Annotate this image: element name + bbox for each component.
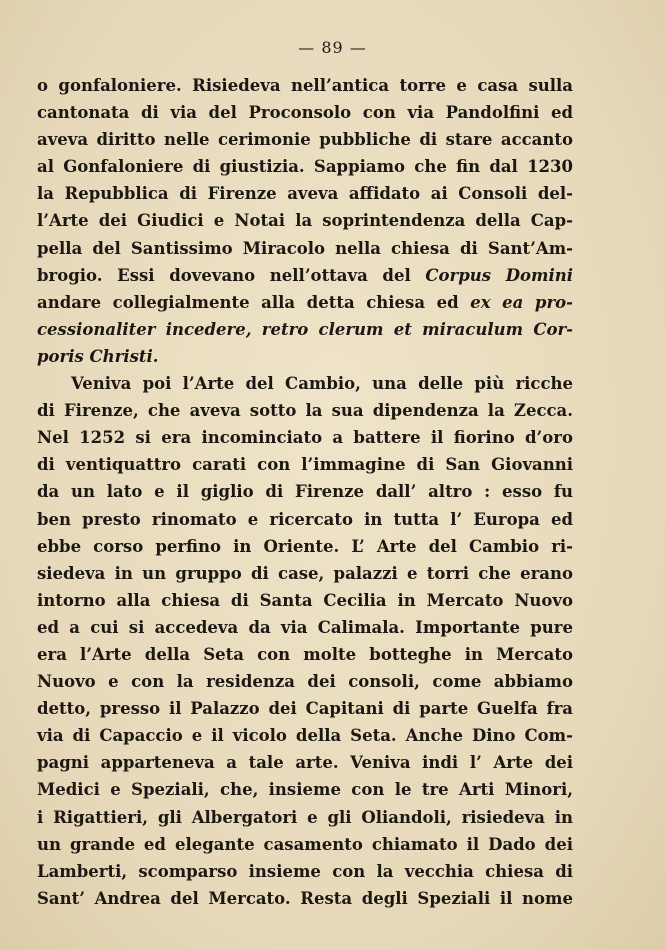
body-text [37,72,573,912]
page-number: — 89 — [298,38,367,57]
text-line [37,289,573,316]
text-line: o gonfaloniere. Risiedeva nell’antica torre e casa sulla [37,76,573,95]
italic-phrase: ex ea pro- [470,292,573,312]
text-line: era l’Arte della Seta con molte botteghe in Mercato [37,644,573,664]
text-line: da un lato e il giglio di Firenze dall’ altro : esso fu [37,482,573,502]
text-line: pella del Santissimo Miracolo nella chiesa di Sant’Am- [37,238,573,258]
text-line: siedeva in un gruppo di case, palazzi e torri che erano [37,563,573,583]
text-line: pagni apparteneva a tale arte. Veniva indi l’ Arte dei [37,753,573,773]
paragraph-end-line: poris Christi. [37,346,159,366]
text-line: di ventiquattro carati con l’immagine di San Giovanni [37,455,573,475]
text-line: i Rigattieri, gli Albergatori e gli Oliandoli, risiedeva in [37,807,573,827]
text-line: cantonata di via del Proconsolo con via Pandolfini ed [37,103,573,123]
text-line: Nuovo e con la residenza dei consoli, come abbiamo [37,672,573,692]
text-line [37,262,573,289]
text-segment: brogio. Essi dovevano nell’ottava del [37,265,411,285]
text-line: intorno alla chiesa di Santa Cecilia in Mercato Nuovo [37,590,573,610]
text-line: detto, presso il Palazzo dei Capitani di parte Guelfa fra [37,699,573,719]
text-segment: andare collegialmente alla detta chiesa ed [37,292,459,312]
text-line: l’Arte dei Giudici e Notai la soprintendenza della Cap- [37,211,573,231]
text-line: di Firenze, che aveva sotto la sua dipendenza la Zecca. [37,401,573,421]
text-line: Medici e Speziali, che, insieme con le tre Arti Minori, [37,780,573,800]
paragraph-start-line: Veniva poi l’Arte del Cambio, una delle più ricche [71,374,573,394]
text-line: la Repubblica di Firenze aveva affidato ai Consoli del- [37,184,573,204]
text-line: cessionaliter incedere, retro clerum et miraculum Cor- [37,319,573,339]
text-line: un grande ed elegante casamento chiamato il Dado dei [37,834,573,854]
text-line: ed a cui si accedeva da via Calimala. Importante pure [37,617,573,637]
text-line: ebbe corso perfino in Oriente. L’ Arte del Cambio ri- [37,536,573,556]
text-line: Lamberti, scomparso insieme con la vecchia chiesa di [37,861,573,881]
text-line: al Gonfaloniere di giustizia. Sappiamo che fin dal 1230 [37,157,573,177]
italic-phrase: Corpus Domini [425,265,573,285]
text-line: Sant’ Andrea del Mercato. Resta degli Speziali il nome [37,888,573,908]
text-line: ben presto rinomato e ricercato in tutta l’ Europa ed [37,509,573,529]
text-line: Nel 1252 si era incominciato a battere il fiorino d’oro [37,428,573,448]
text-line: aveva diritto nelle cerimonie pubbliche di stare accanto [37,130,573,150]
text-line: via di Capaccio e il vicolo della Seta. Anche Dino Com- [37,726,573,746]
